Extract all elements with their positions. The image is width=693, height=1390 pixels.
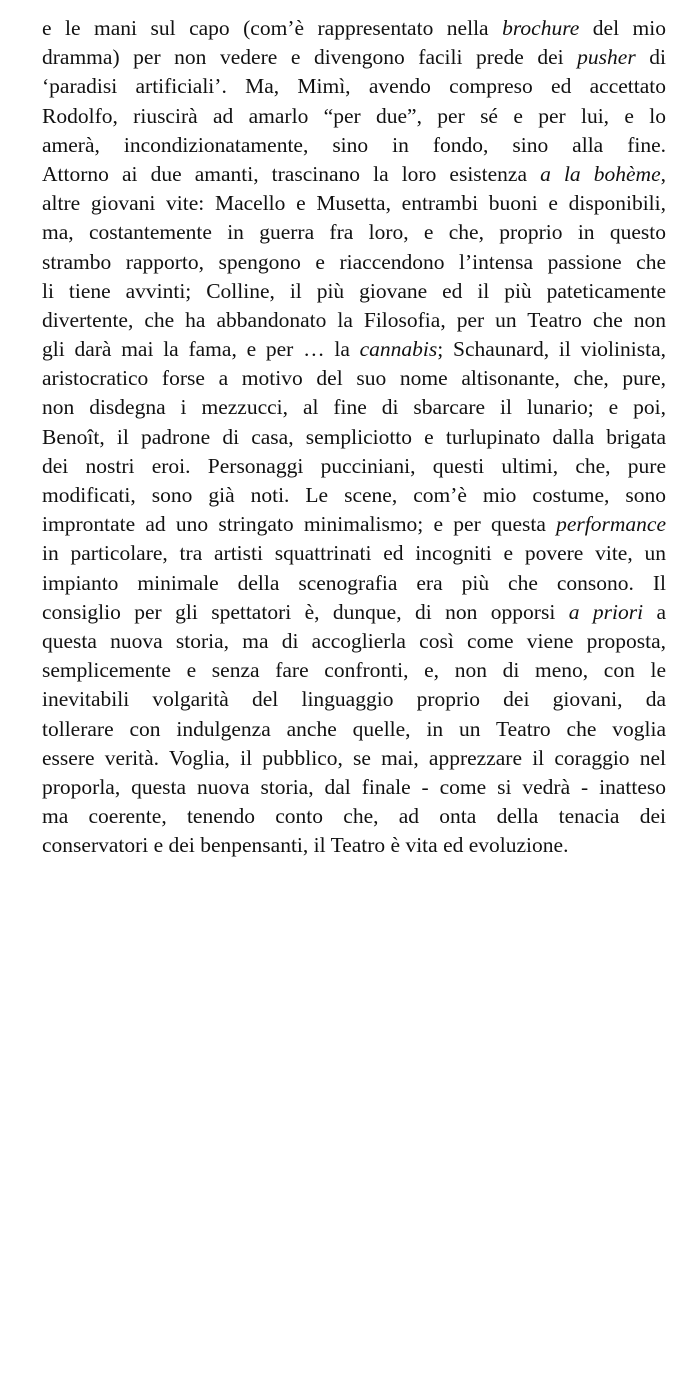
text-line xyxy=(42,481,666,510)
text-line xyxy=(42,569,666,598)
text-line xyxy=(42,627,666,656)
text-segment: ma coerente, tenendo conto che, ad onta della tenacia dei xyxy=(42,804,666,829)
text-segment: e le mani sul capo (com’è rappresentato nella xyxy=(42,16,503,40)
text-segment: ‘paradisi artificiali’. Ma, Mimì, avendo compreso ed accettato xyxy=(42,74,666,99)
text-segment: del mio xyxy=(579,16,666,40)
text-line xyxy=(42,831,666,860)
body-paragraph xyxy=(42,14,666,860)
text-segment: Attorno ai due amanti, trascinano la loro esistenza xyxy=(42,161,541,186)
text-line xyxy=(42,335,666,364)
text-line xyxy=(42,510,666,539)
text-segment: , xyxy=(660,161,666,186)
text-line xyxy=(42,131,666,160)
text-line xyxy=(42,306,666,335)
text-segment: non disdegna i mezzucci, al fine di sbarcare il lunario; e poi, xyxy=(42,395,666,420)
text-line xyxy=(42,773,666,802)
text-line xyxy=(42,189,666,218)
italic-text: a la bohème xyxy=(540,161,661,186)
text-segment: inevitabili volgarità del linguaggio proprio dei giovani, da xyxy=(42,687,666,712)
text-segment: questa nuova storia, ma di accoglierla così come viene proposta, xyxy=(42,628,666,653)
text-segment: dramma) per non vedere e divengono facili prede dei xyxy=(42,45,578,70)
text-segment: a xyxy=(643,599,666,624)
text-segment: li tiene avvinti; Colline, il più giovane ed il più pateticamente xyxy=(42,278,666,303)
text-segment: Benoît, il padrone di casa, sempliciotto e turlupinato dalla brigata xyxy=(42,424,666,449)
text-line xyxy=(42,14,666,43)
text-segment: ma, costantemente in guerra fra loro, e che, proprio in questo xyxy=(42,220,666,245)
text-segment: altre giovani vite: Macello e Musetta, entrambi buoni e disponibili, xyxy=(42,191,666,216)
text-segment: dei nostri eroi. Personaggi pucciniani, questi ultimi, che, pure xyxy=(42,453,666,478)
text-line xyxy=(42,102,666,131)
text-line xyxy=(42,218,666,247)
text-segment: proporla, questa nuova storia, dal finale - come si vedrà - inatteso xyxy=(42,774,666,799)
text-segment: strambo rapporto, spengono e riaccendono l’intensa passione che xyxy=(42,249,666,274)
text-segment: Rodolfo, riuscirà ad amarlo “per due”, per sé e per lui, e lo xyxy=(42,103,666,128)
text-segment: di xyxy=(635,45,666,70)
italic-text: pusher xyxy=(577,45,636,70)
italic-text: cannabis xyxy=(359,337,438,362)
text-segment: essere verità. Voglia, il pubblico, se mai, apprezzare il coraggio nel xyxy=(42,745,666,770)
text-line xyxy=(42,43,666,72)
italic-text: a priori xyxy=(568,599,644,624)
text-line xyxy=(42,744,666,773)
text-segment: improntate ad uno stringato minimalismo; e per questa xyxy=(42,512,557,537)
text-segment: amerà, incondizionatamente, sino in fondo, sino alla fine. xyxy=(42,132,666,157)
text-segment: consiglio per gli spettatori è, dunque, di non opporsi xyxy=(42,599,569,624)
text-line xyxy=(42,802,666,831)
text-segment: gli darà mai la fama, e per … la xyxy=(42,337,360,362)
text-line xyxy=(42,656,666,685)
text-line xyxy=(42,277,666,306)
text-segment: tollerare con indulgenza anche quelle, in un Teatro che voglia xyxy=(42,716,666,741)
text-line xyxy=(42,72,666,101)
text-line xyxy=(42,423,666,452)
text-segment: in particolare, tra artisti squattrinati ed incogniti e povere vite, un xyxy=(42,541,666,566)
text-segment: semplicemente e senza fare confronti, e, non di meno, con le xyxy=(42,658,666,683)
italic-text: performance xyxy=(556,512,666,537)
text-line xyxy=(42,685,666,714)
text-segment: impianto minimale della scenografia era più che consono. Il xyxy=(42,570,666,595)
text-line xyxy=(42,160,666,189)
text-line xyxy=(42,364,666,393)
italic-text: brochure xyxy=(502,16,580,40)
text-segment: ; Schaunard, il violinista, xyxy=(437,337,666,362)
text-line xyxy=(42,598,666,627)
text-line xyxy=(42,248,666,277)
text-line xyxy=(42,715,666,744)
text-segment: aristocratico forse a motivo del suo nome altisonante, che, pure, xyxy=(42,366,666,391)
text-segment: divertente, che ha abbandonato la Filosofia, per un Teatro che non xyxy=(42,307,666,332)
text-line xyxy=(42,452,666,481)
text-line xyxy=(42,539,666,568)
text-segment: conservatori e dei benpensanti, il Teatro è vita ed evoluzione. xyxy=(42,833,569,858)
text-segment: modificati, sono già noti. Le scene, com’è mio costume, sono xyxy=(42,483,666,507)
text-line xyxy=(42,393,666,422)
